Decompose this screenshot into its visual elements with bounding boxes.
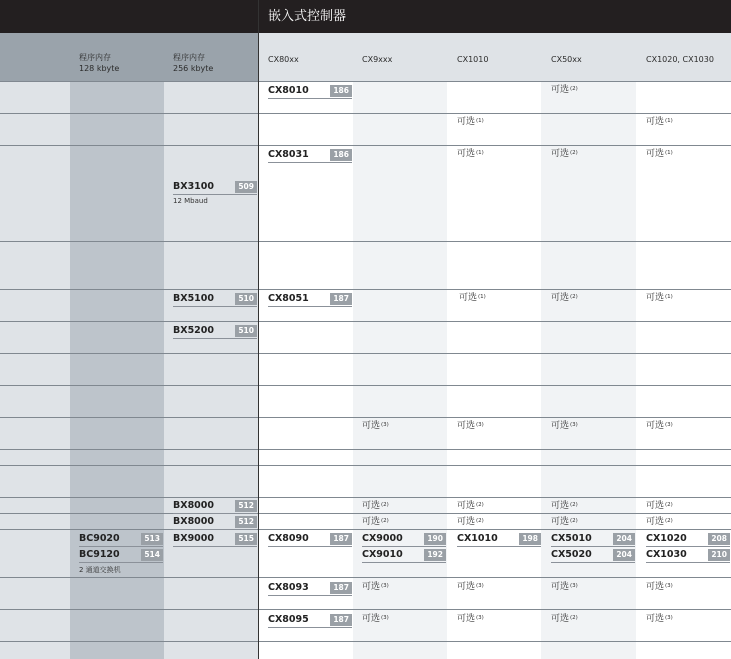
row-divider bbox=[0, 385, 731, 386]
optional-cx1010-r12: 可选$^{(2)}$ bbox=[457, 501, 484, 511]
optional-cx9xxx-r16: 可选$^{(3)}$ bbox=[362, 614, 389, 624]
page-badge: 510 bbox=[235, 325, 257, 337]
optional-cx1010-r13: 可选$^{(2)}$ bbox=[457, 517, 484, 527]
optional-cx1010-r9: 可选$^{(3)}$ bbox=[457, 421, 484, 431]
product-name: CX8093 bbox=[268, 582, 309, 593]
product-name: BX8000 bbox=[173, 516, 215, 527]
optional-cx1020-r9: 可选$^{(3)}$ bbox=[646, 421, 673, 431]
product-bx5100[interactable] bbox=[173, 293, 257, 307]
product-cx5010[interactable] bbox=[551, 533, 635, 547]
optional-cx1010-r3: 可选$^{(1)}$ bbox=[457, 149, 484, 159]
product-name: BX3100 bbox=[173, 181, 215, 192]
optional-cx50xx-r16: 可选$^{(2)}$ bbox=[551, 614, 578, 624]
product-cx9010[interactable] bbox=[362, 549, 446, 563]
optional-cx50xx-r9: 可选$^{(3)}$ bbox=[551, 421, 578, 431]
page-badge: 190 bbox=[424, 533, 446, 545]
col-bg-cx50xx bbox=[541, 81, 636, 659]
col-bg-0 bbox=[0, 81, 70, 659]
product-name: BX9000 bbox=[173, 533, 215, 544]
page-badge: 510 bbox=[235, 293, 257, 305]
optional-cx1020-r3: 可选$^{(1)}$ bbox=[646, 149, 673, 159]
row-divider bbox=[0, 513, 731, 514]
row-divider bbox=[0, 449, 731, 450]
page-badge: 513 bbox=[141, 533, 163, 545]
product-bc9120[interactable] bbox=[79, 549, 163, 563]
row-divider bbox=[0, 529, 731, 530]
page-badge: 187 bbox=[330, 533, 352, 545]
col-header-mem256 bbox=[173, 52, 213, 74]
optional-cx1020-r15: 可选$^{(3)}$ bbox=[646, 582, 673, 592]
optional-cx50xx-r15: 可选$^{(3)}$ bbox=[551, 582, 578, 592]
header-black-band bbox=[0, 0, 258, 33]
product-bx3100[interactable] bbox=[173, 181, 257, 195]
product-name: CX1010 bbox=[457, 533, 498, 544]
page-badge: 186 bbox=[330, 85, 352, 97]
product-name: CX8031 bbox=[268, 149, 309, 160]
row-divider bbox=[0, 113, 731, 114]
row-divider bbox=[0, 641, 731, 642]
col-bg-cx1020 bbox=[636, 81, 731, 659]
page-badge: 210 bbox=[708, 549, 730, 561]
optional-cx1020-r16: 可选$^{(3)}$ bbox=[646, 614, 673, 624]
row-divider bbox=[0, 465, 731, 466]
optional-cx1020-r12: 可选$^{(2)}$ bbox=[646, 501, 673, 511]
product-name: CX5010 bbox=[551, 533, 592, 544]
product-cx8090[interactable] bbox=[268, 533, 352, 547]
row-divider bbox=[0, 577, 731, 578]
product-name: CX8095 bbox=[268, 614, 309, 625]
page-badge: 515 bbox=[235, 533, 257, 545]
row-divider bbox=[0, 241, 731, 242]
page-badge: 198 bbox=[519, 533, 541, 545]
page-badge: 186 bbox=[330, 149, 352, 161]
col-bg-cx80xx bbox=[259, 81, 353, 659]
optional-cx1020-r5: 可选$^{(1)}$ bbox=[646, 293, 673, 303]
optional-cx9xxx-r13: 可选$^{(2)}$ bbox=[362, 517, 389, 527]
product-name: CX9000 bbox=[362, 533, 403, 544]
page-badge: 509 bbox=[235, 181, 257, 193]
bx3100-note: 12 Mbaud bbox=[173, 197, 208, 205]
row-divider bbox=[0, 289, 731, 290]
optional-cx50xx-r5: 可选$^{(2)}$ bbox=[551, 293, 578, 303]
col-header-mem128-line1: 程序内存 bbox=[79, 53, 111, 62]
product-cx8093[interactable] bbox=[268, 582, 352, 596]
product-cx8010[interactable] bbox=[268, 85, 352, 99]
product-name: CX1030 bbox=[646, 549, 687, 560]
product-name: CX8090 bbox=[268, 533, 309, 544]
product-cx8031[interactable] bbox=[268, 149, 352, 163]
optional-cx50xx-r12: 可选$^{(2)}$ bbox=[551, 501, 578, 511]
product-name: BX8000 bbox=[173, 500, 215, 511]
row-divider bbox=[0, 497, 731, 498]
optional-cx1010-r2: 可选$^{(1)}$ bbox=[457, 117, 484, 127]
row-divider bbox=[0, 417, 731, 418]
optional-cx50xx-r1: 可选$^{(2)}$ bbox=[551, 85, 578, 95]
optional-cx1020-r2: 可选$^{(1)}$ bbox=[646, 117, 673, 127]
product-cx9000[interactable] bbox=[362, 533, 446, 547]
product-bc9020[interactable] bbox=[79, 533, 163, 547]
optional-cx1010-r15: 可选$^{(3)}$ bbox=[457, 582, 484, 592]
col-header-cx1020-1030: CX1020, CX1030 bbox=[646, 55, 714, 64]
col-bg-cx1010 bbox=[447, 81, 541, 659]
optional-cx1010-r16: 可选$^{(3)}$ bbox=[457, 614, 484, 624]
header-left bbox=[0, 33, 258, 81]
product-name: CX8051 bbox=[268, 293, 309, 304]
product-cx8051[interactable] bbox=[268, 293, 352, 307]
optional-cx50xx-r3: 可选$^{(2)}$ bbox=[551, 149, 578, 159]
page-badge: 208 bbox=[708, 533, 730, 545]
product-cx1030[interactable] bbox=[646, 549, 730, 563]
product-bx5200[interactable] bbox=[173, 325, 257, 339]
row-divider bbox=[0, 321, 731, 322]
col-bg-cx9xxx bbox=[353, 81, 447, 659]
page-badge: 187 bbox=[330, 614, 352, 626]
row-divider bbox=[0, 353, 731, 354]
col-header-mem128 bbox=[79, 52, 119, 74]
col-header-cx80xx: CX80xx bbox=[268, 55, 299, 64]
product-bx9000[interactable] bbox=[173, 533, 257, 547]
product-cx1010[interactable] bbox=[457, 533, 541, 547]
page-badge: 187 bbox=[330, 582, 352, 594]
product-name: CX8010 bbox=[268, 85, 309, 96]
product-cx5020[interactable] bbox=[551, 549, 635, 563]
optional-cx50xx-r13: 可选$^{(2)}$ bbox=[551, 517, 578, 527]
bc9120-note: 2 通道交换机 bbox=[79, 566, 121, 574]
page-badge: 204 bbox=[613, 549, 635, 561]
product-name: CX9010 bbox=[362, 549, 403, 560]
product-name: BX5100 bbox=[173, 293, 215, 304]
row-divider bbox=[0, 609, 731, 610]
col-header-cx1010: CX1010 bbox=[457, 55, 489, 64]
optional-cx1020-r13: 可选$^{(2)}$ bbox=[646, 517, 673, 527]
row-divider bbox=[0, 81, 731, 82]
page-badge: 512 bbox=[235, 500, 257, 512]
optional-cx9xxx-r9: 可选$^{(3)}$ bbox=[362, 421, 389, 431]
page-badge: 204 bbox=[613, 533, 635, 545]
page-badge: 514 bbox=[141, 549, 163, 561]
col-bg-mem256 bbox=[164, 81, 258, 659]
product-bx8000-a[interactable] bbox=[173, 500, 257, 514]
product-cx8095[interactable] bbox=[268, 614, 352, 628]
page-badge: 187 bbox=[330, 293, 352, 305]
product-bx8000-b[interactable] bbox=[173, 516, 257, 530]
product-cx1020[interactable] bbox=[646, 533, 730, 547]
row-divider bbox=[0, 145, 731, 146]
product-name: BC9020 bbox=[79, 533, 120, 544]
product-name: CX1020 bbox=[646, 533, 687, 544]
col-header-mem256-line1: 程序内存 bbox=[173, 53, 205, 62]
product-name: BC9120 bbox=[79, 549, 120, 560]
optional-cx9xxx-r12: 可选$^{(2)}$ bbox=[362, 501, 389, 511]
page-badge: 192 bbox=[424, 549, 446, 561]
optional-cx9xxx-r15: 可选$^{(3)}$ bbox=[362, 582, 389, 592]
col-header-mem256-line2: 256 kbyte bbox=[173, 64, 214, 73]
col-header-cx50xx: CX50xx bbox=[551, 55, 582, 64]
vertical-divider bbox=[258, 0, 259, 659]
col-header-cx9xxx: CX9xxx bbox=[362, 55, 393, 64]
optional-cx1010-r5: 可选$^{(1)}$ bbox=[459, 293, 486, 303]
product-name: BX5200 bbox=[173, 325, 215, 336]
page-title: 嵌入式控制器 bbox=[258, 0, 731, 33]
page-badge: 512 bbox=[235, 516, 257, 528]
col-header-mem128-line2: 128 kbyte bbox=[79, 64, 120, 73]
product-name: CX5020 bbox=[551, 549, 592, 560]
